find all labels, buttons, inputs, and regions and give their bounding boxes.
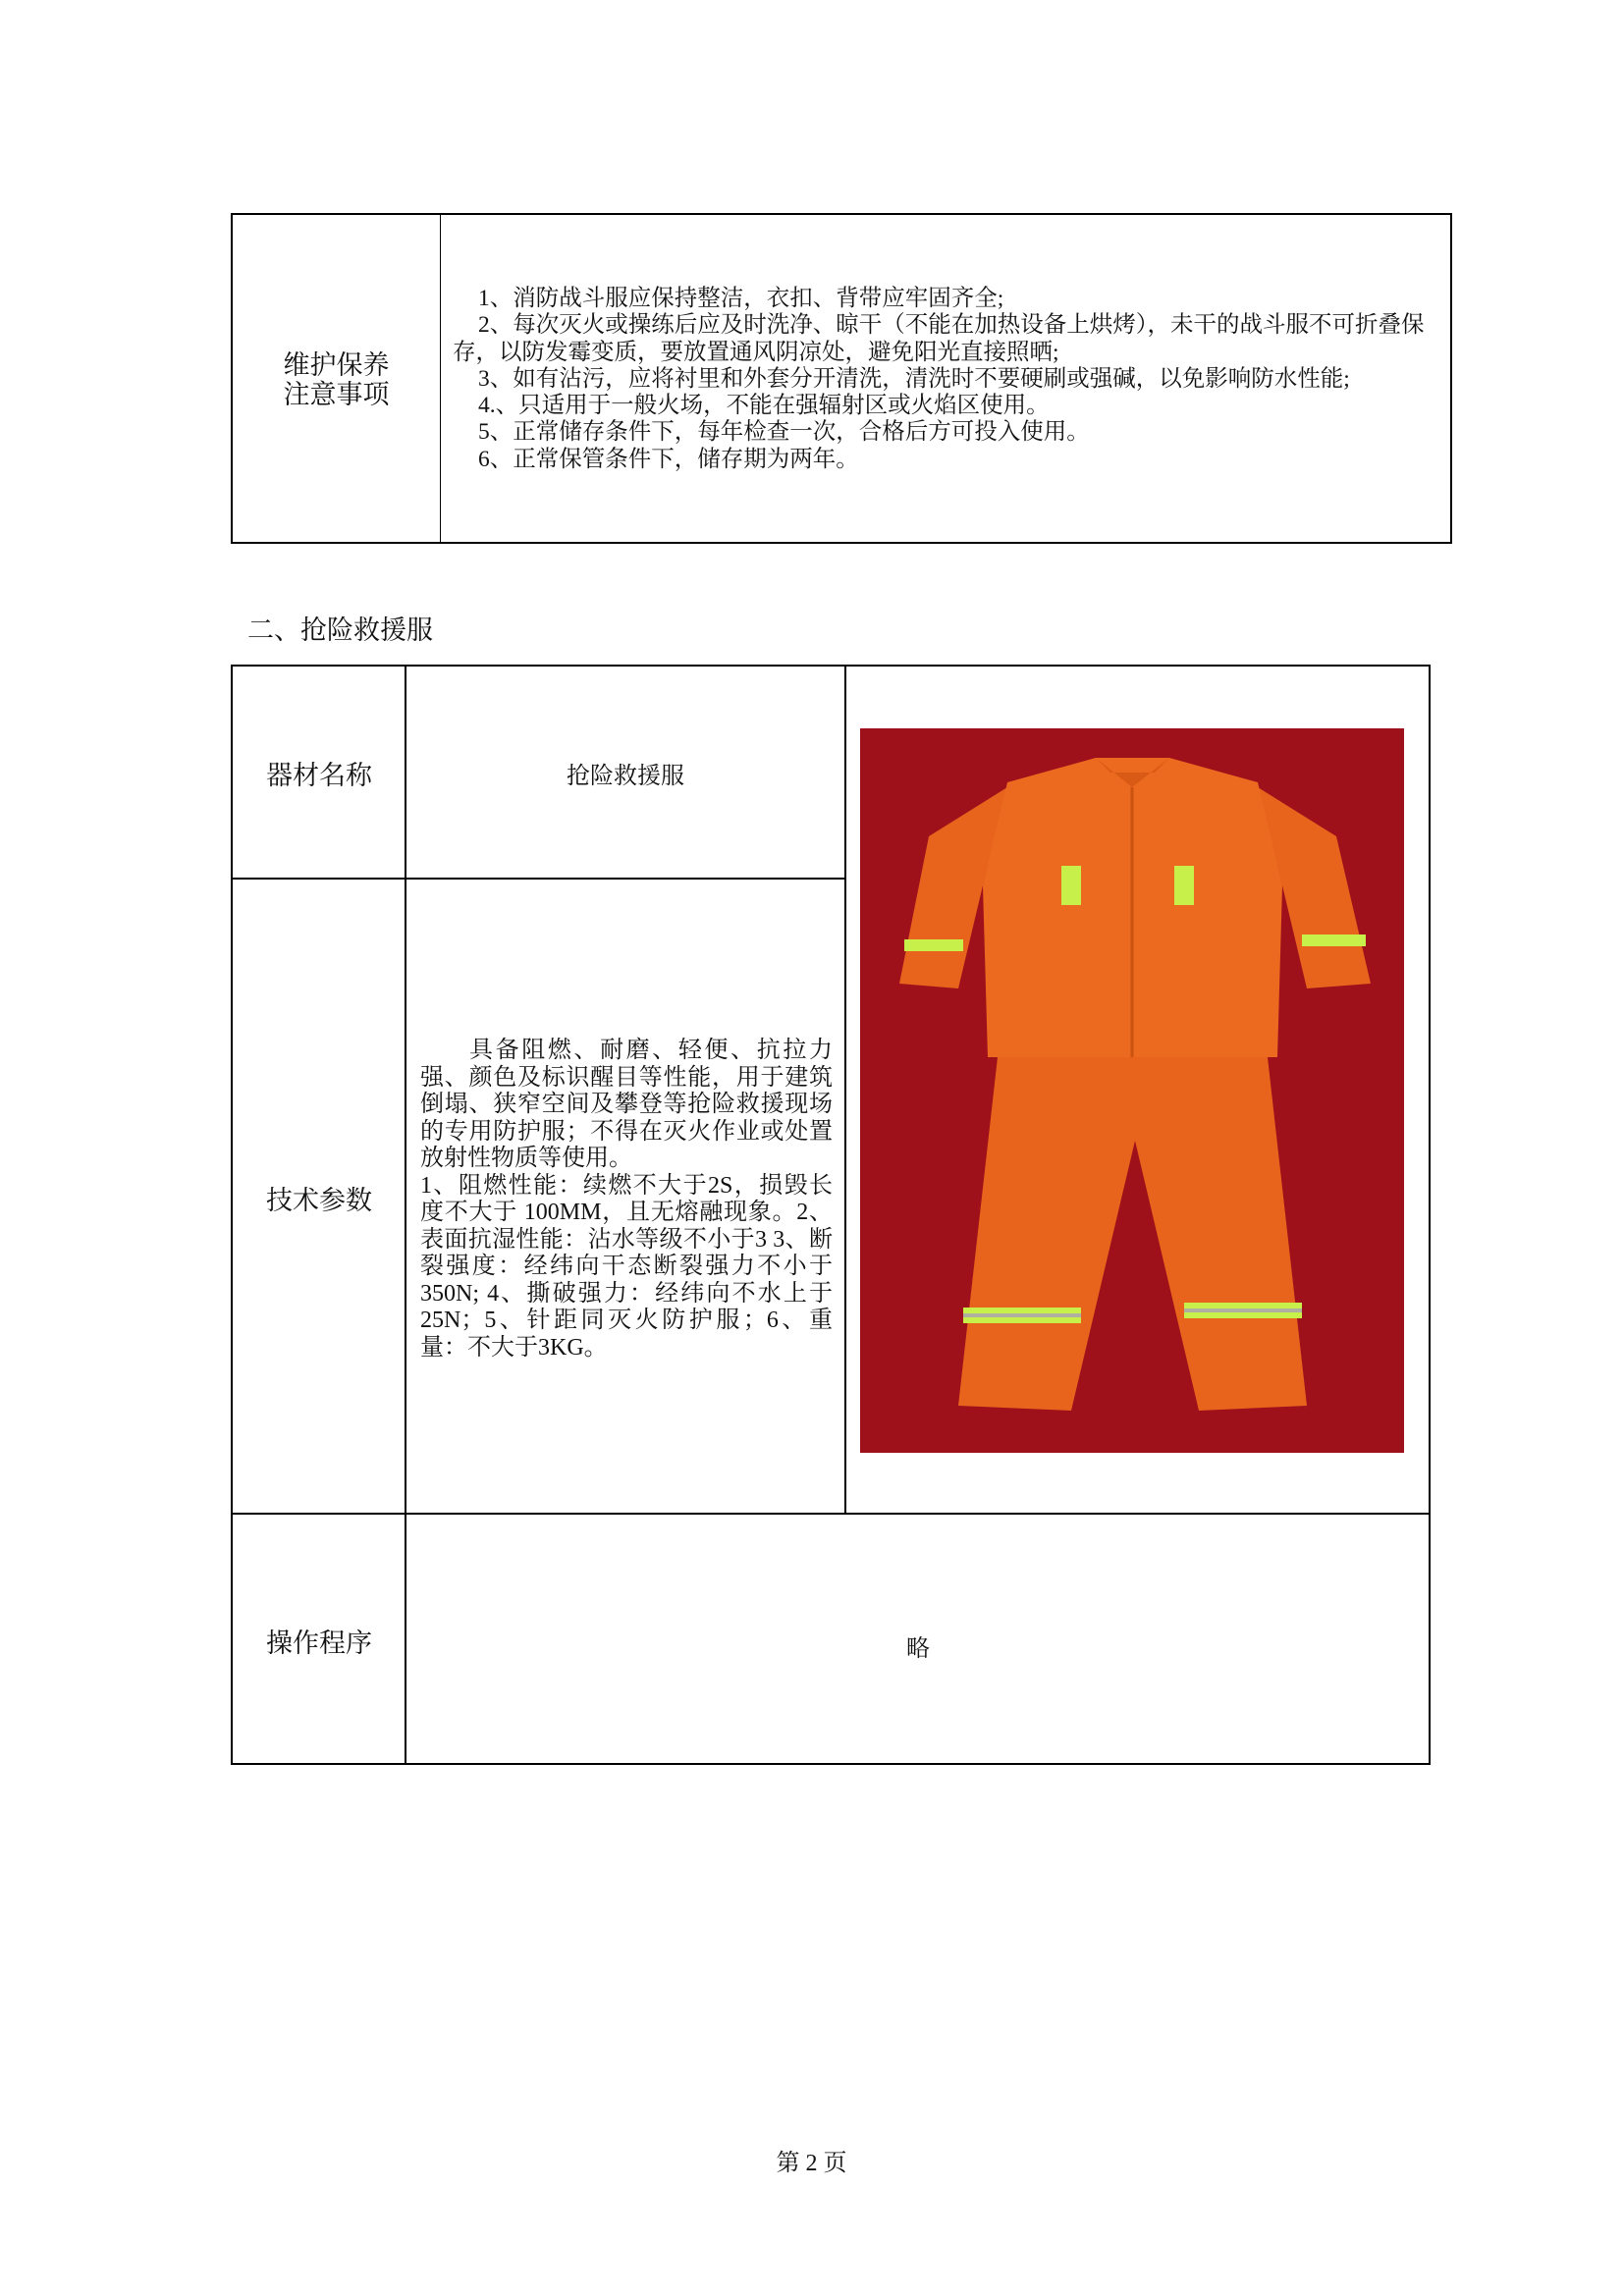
params-intro: 具备阻燃、耐磨、轻便、抗拉力强、颜色及标识醒目等性能，用于建筑倒塌、狭窄空间及攀登等抢险救援现场的专用防护服；不得在灭火作业或处置放射性物质等使用。 [420, 1038, 833, 1171]
maintenance-item: 5、正常储存条件下，每年检查一次，合格后方可投入使用。 [478, 419, 1090, 446]
column-divider [844, 667, 846, 1513]
params-label: 技术参数 [266, 1186, 372, 1215]
rescue-suit-photo [860, 728, 1404, 1453]
maintenance-item: 3、如有沾污，应将衬里和外套分开清洗，清洗时不要硬刷或强碱，以免影响防水性能; [478, 365, 1350, 392]
procedure-value: 略 [906, 1636, 930, 1662]
label-line: 注意事项 [283, 380, 390, 409]
row-divider [233, 1513, 1431, 1515]
maintenance-item: 6、正常保管条件下，储存期为两年。 [478, 446, 859, 472]
section-heading: 二、抢险救援服 [247, 615, 433, 645]
column-divider [440, 215, 441, 542]
page-number: 第 2 页 [776, 2151, 847, 2176]
row-divider [233, 878, 845, 880]
maintenance-label [233, 350, 440, 409]
name-label: 器材名称 [266, 761, 372, 790]
maintenance-item: 4.、只适用于一般火场，不能在强辐射区或火焰区使用。 [478, 393, 1050, 419]
procedure-label-text: 操作程序 [266, 1629, 372, 1658]
label-line: 维护保养 [283, 350, 390, 380]
maintenance-table [231, 213, 1452, 544]
params-detail: 1、阻燃性能：续燃不大于2S，损毁长度不大于 100MM，且无熔融现象。2、表面抗湿性能：沾水等级不小于3 3、断裂强度：经纬向干态断裂强力不小于350N; 4、撕破强力：经纬向不水上于25N；5、针距同灭火防护服；6、重量：不大于3KG。 [420, 1172, 833, 1361]
technical-params [420, 1038, 833, 1362]
name-value: 抢险救援服 [567, 764, 684, 789]
procedure-label [233, 1622, 406, 1660]
maintenance-item: 1、消防战斗服应保持整洁，衣扣、背带应牢固齐全; [478, 286, 1004, 311]
equipment-table [231, 665, 1431, 1765]
maintenance-items [453, 286, 1438, 473]
maintenance-item: 2、每次灭火或操练后应及时洗净、晾干（不能在加热设备上烘烤），未干的战斗服不可折叠保存，以防发霉变质，要放置通风阴凉处，避免阳光直接照晒; [453, 312, 1425, 365]
